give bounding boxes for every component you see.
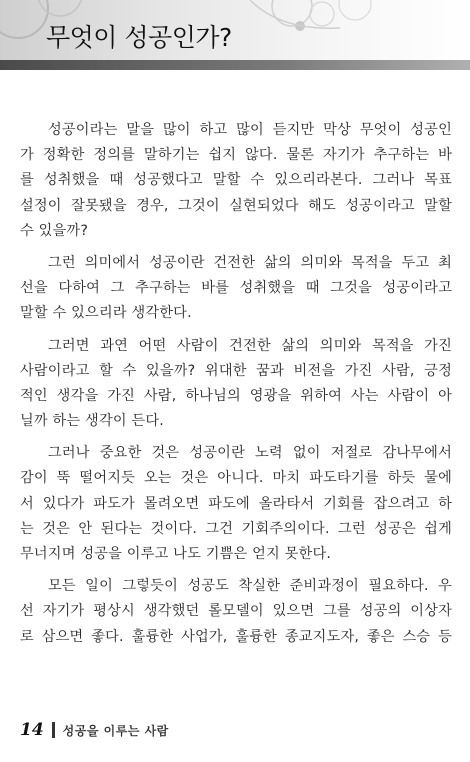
text-line: 그러나 중요한 것은 성공이란 노력 없이 저절로 감나무에서 [48,445,452,462]
paragraph [20,574,452,650]
body-text [20,118,452,650]
text-line: 선을 다하여 그 추구하는 바를 성취했을 때 그것을 성공이라고 [20,280,452,297]
paragraph [20,334,452,435]
text-line: 는 것은 안 된다는 것이다. 그건 기회주의이다. 그런 성공은 쉽게 [20,520,452,537]
paragraph [20,251,452,327]
page-number: 14 [20,720,44,740]
text-line: 서 있다가 파도가 몰려오면 파도에 올라타서 기회를 잡으려고 하 [20,495,452,512]
chapter-header [0,0,470,70]
paragraph [20,441,452,567]
paragraph [20,118,452,244]
text-line: 사람이라고 할 수 있을까? 위대한 꿈과 비전을 가진 사람, 긍정 [20,362,452,379]
text-line: 성공이라는 말을 많이 하고 많이 듣지만 막상 무엇이 성공인 [48,122,452,138]
chapter-title: 무엇이 성공인가? [46,23,232,52]
text-line: 무너지며 성공을 이루고 나도 기쁨은 얻지 못한다. [20,546,332,562]
text-line: 말할 수 있으리라 생각한다. [20,305,192,322]
text-line: 그러면 과연 어떤 사람이 건전한 삶의 의미와 목적을 가진 [48,337,452,354]
text-line: 그런 의미에서 성공이란 건전한 삶의 의미와 목적을 두고 최 [48,254,452,271]
page-footer [20,718,169,742]
footer-divider [52,722,55,738]
text-line: 로 삼으면 좋다. 훌륭한 사업가, 훌륭한 종교지도자, 좋은 스승 등 [20,628,452,645]
text-line: 선 자기가 평상시 생각했던 롤모델이 있으면 그를 성공의 이상자 [20,603,452,620]
text-line: 감이 뚝 떨어지듯 오는 것은 아니다. 마치 파도타기를 하듯 물에 [20,470,452,487]
header-band [0,60,470,70]
text-line: 설정이 잘못됐을 경우, 그것이 실현되었다 해도 성공이라고 말할 [20,197,452,214]
text-line: 적인 생각을 가진 사람, 하나님의 영광을 위하여 사는 사람이 아 [20,387,452,404]
text-line: 모든 일이 그렇듯이 성공도 착실한 준비과정이 필요하다. 우 [48,578,452,595]
text-line: 가 정확한 정의를 말하기는 쉽지 않다. 물론 자기가 추구하는 바 [20,147,452,164]
text-line: 수 있을까? [20,222,89,239]
text-line: 닐까 하는 생각이 든다. [20,413,164,430]
text-line: 를 성취했을 때 성공했다고 말할 수 있으리라본다. 그러나 목표 [20,172,452,189]
book-title: 성공을 이루는 사람 [62,723,169,738]
